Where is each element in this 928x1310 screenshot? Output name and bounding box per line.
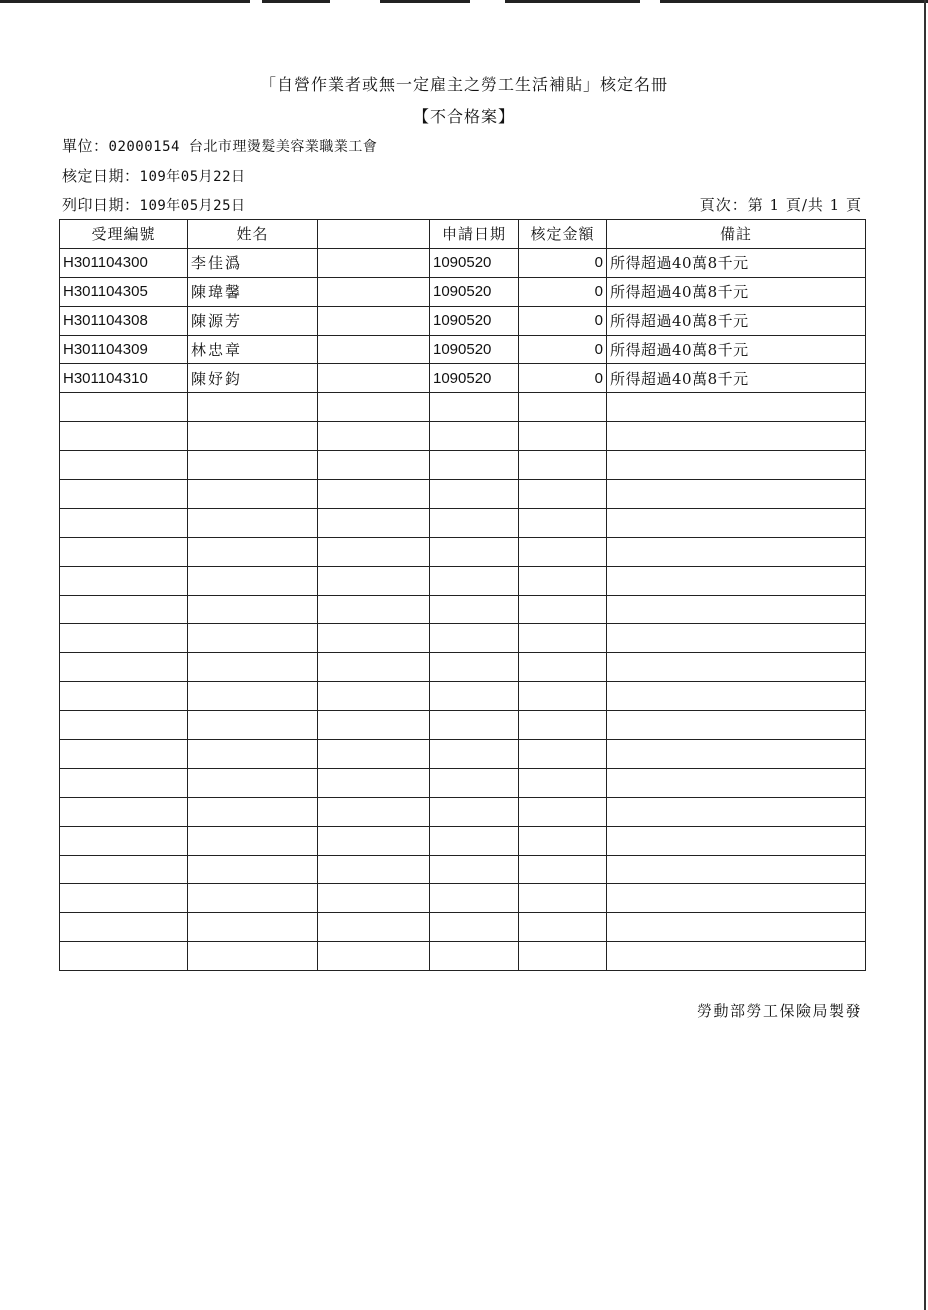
empty-row-date [430, 711, 519, 740]
header-id: 受理編號 [60, 220, 188, 249]
empty-row-note [607, 768, 866, 797]
empty-row-date [430, 480, 519, 509]
row-blank [318, 306, 430, 335]
unit-label: 單位： [62, 137, 109, 155]
empty-table-row [60, 537, 866, 566]
empty-row-name [188, 913, 318, 942]
empty-row-date [430, 768, 519, 797]
scan-artifact-right-edge [924, 0, 926, 1310]
row-name: 李佳潙 [188, 248, 318, 277]
empty-row-note [607, 711, 866, 740]
empty-row-amount [519, 855, 607, 884]
row-note: 所得超過40萬8千元 [607, 248, 866, 277]
row-blank [318, 248, 430, 277]
empty-row-note [607, 422, 866, 451]
empty-row-blank [318, 537, 430, 566]
row-date: 1090520 [430, 335, 519, 364]
row-id: H301104309 [60, 335, 188, 364]
empty-row-id [60, 480, 188, 509]
empty-row-id [60, 855, 188, 884]
empty-table-row [60, 393, 866, 422]
empty-row-amount [519, 653, 607, 682]
row-blank [318, 277, 430, 306]
empty-row-note [607, 566, 866, 595]
empty-table-row [60, 913, 866, 942]
row-date: 1090520 [430, 248, 519, 277]
empty-row-amount [519, 537, 607, 566]
row-id: H301104305 [60, 277, 188, 306]
row-id: H301104300 [60, 248, 188, 277]
empty-row-blank [318, 451, 430, 480]
empty-table-row [60, 624, 866, 653]
empty-row-amount [519, 422, 607, 451]
empty-table-row [60, 942, 866, 971]
empty-row-date [430, 740, 519, 769]
empty-row-id [60, 537, 188, 566]
empty-row-name [188, 595, 318, 624]
empty-row-id [60, 595, 188, 624]
empty-table-row [60, 566, 866, 595]
row-amount: 0 [519, 248, 607, 277]
empty-table-row [60, 740, 866, 769]
empty-row-note [607, 884, 866, 913]
table-row [60, 248, 866, 277]
document-title: 「自營作業者或無一定雇主之勞工生活補貼」核定名冊 [259, 75, 668, 94]
empty-row-note [607, 480, 866, 509]
print-date-label: 列印日期： [62, 196, 140, 214]
unit-line [62, 135, 377, 156]
row-date: 1090520 [430, 364, 519, 393]
header-name: 姓名 [188, 220, 318, 249]
empty-row-id [60, 653, 188, 682]
empty-row-id [60, 826, 188, 855]
empty-row-blank [318, 913, 430, 942]
empty-table-row [60, 653, 866, 682]
empty-row-id [60, 884, 188, 913]
empty-row-date [430, 566, 519, 595]
row-note: 所得超過40萬8千元 [607, 364, 866, 393]
empty-table-row [60, 884, 866, 913]
roster-table [59, 219, 866, 971]
empty-row-name [188, 826, 318, 855]
print-date-value: 109年05月25日 [139, 198, 246, 214]
empty-row-amount [519, 508, 607, 537]
empty-row-date [430, 422, 519, 451]
empty-row-blank [318, 711, 430, 740]
empty-row-blank [318, 653, 430, 682]
empty-row-note [607, 653, 866, 682]
empty-row-name [188, 480, 318, 509]
row-amount: 0 [519, 277, 607, 306]
empty-row-amount [519, 451, 607, 480]
empty-row-note [607, 451, 866, 480]
empty-row-amount [519, 393, 607, 422]
page-info: 頁次：第 1 頁/共 1 頁 [699, 196, 862, 214]
empty-row-blank [318, 826, 430, 855]
empty-row-amount [519, 740, 607, 769]
empty-row-note [607, 682, 866, 711]
row-name: 林忠章 [188, 335, 318, 364]
empty-row-amount [519, 595, 607, 624]
row-note: 所得超過40萬8千元 [607, 306, 866, 335]
row-id: H301104310 [60, 364, 188, 393]
empty-row-date [430, 624, 519, 653]
empty-row-name [188, 393, 318, 422]
empty-row-blank [318, 682, 430, 711]
empty-row-name [188, 682, 318, 711]
scan-artifact-top-edge [0, 0, 928, 3]
empty-row-date [430, 595, 519, 624]
empty-row-date [430, 942, 519, 971]
empty-row-date [430, 682, 519, 711]
empty-table-row [60, 855, 866, 884]
empty-table-row [60, 797, 866, 826]
empty-row-blank [318, 884, 430, 913]
empty-row-blank [318, 422, 430, 451]
empty-table-row [60, 595, 866, 624]
row-name: 陳瑋馨 [188, 277, 318, 306]
empty-table-row [60, 711, 866, 740]
empty-row-blank [318, 768, 430, 797]
empty-row-note [607, 740, 866, 769]
empty-table-row [60, 451, 866, 480]
empty-row-name [188, 451, 318, 480]
row-blank [318, 364, 430, 393]
empty-row-amount [519, 480, 607, 509]
unit-value: 02000154 台北市理燙髮美容業職業工會 [108, 139, 378, 155]
empty-table-row [60, 480, 866, 509]
approve-date-label: 核定日期： [62, 167, 140, 185]
empty-row-amount [519, 913, 607, 942]
empty-row-blank [318, 624, 430, 653]
roster-body [60, 248, 866, 970]
print-date-line [62, 194, 246, 215]
empty-row-amount [519, 711, 607, 740]
empty-row-date [430, 826, 519, 855]
row-name: 陳妤鈞 [188, 364, 318, 393]
empty-row-note [607, 913, 866, 942]
empty-row-name [188, 537, 318, 566]
issuer-footer: 勞動部勞工保險局製發 [696, 1002, 862, 1020]
header-amount: 核定金額 [519, 220, 607, 249]
empty-row-note [607, 797, 866, 826]
empty-row-id [60, 797, 188, 826]
empty-table-row [60, 422, 866, 451]
empty-row-name [188, 422, 318, 451]
header-blank [318, 220, 430, 249]
row-name: 陳源芳 [188, 306, 318, 335]
document-subtitle: 【不合格案】 [412, 107, 515, 126]
empty-row-date [430, 653, 519, 682]
empty-row-name [188, 740, 318, 769]
empty-row-name [188, 884, 318, 913]
empty-row-name [188, 653, 318, 682]
row-amount: 0 [519, 335, 607, 364]
empty-row-amount [519, 768, 607, 797]
empty-row-date [430, 537, 519, 566]
empty-row-note [607, 393, 866, 422]
empty-row-id [60, 566, 188, 595]
empty-row-note [607, 942, 866, 971]
empty-row-id [60, 508, 188, 537]
empty-row-blank [318, 942, 430, 971]
empty-row-note [607, 595, 866, 624]
empty-row-note [607, 537, 866, 566]
empty-row-id [60, 451, 188, 480]
row-id: H301104308 [60, 306, 188, 335]
empty-row-id [60, 711, 188, 740]
row-note: 所得超過40萬8千元 [607, 335, 866, 364]
empty-row-blank [318, 797, 430, 826]
row-date: 1090520 [430, 306, 519, 335]
empty-row-amount [519, 826, 607, 855]
empty-row-id [60, 624, 188, 653]
approve-date-value: 109年05月22日 [139, 169, 246, 185]
empty-row-id [60, 740, 188, 769]
empty-row-date [430, 393, 519, 422]
empty-row-blank [318, 855, 430, 884]
empty-row-amount [519, 682, 607, 711]
empty-row-date [430, 855, 519, 884]
empty-row-name [188, 768, 318, 797]
empty-row-name [188, 624, 318, 653]
empty-row-blank [318, 566, 430, 595]
empty-row-name [188, 508, 318, 537]
empty-table-row [60, 682, 866, 711]
row-note: 所得超過40萬8千元 [607, 277, 866, 306]
empty-row-id [60, 913, 188, 942]
empty-row-id [60, 422, 188, 451]
empty-table-row [60, 768, 866, 797]
header-date: 申請日期 [430, 220, 519, 249]
empty-row-blank [318, 595, 430, 624]
empty-row-date [430, 913, 519, 942]
empty-row-date [430, 884, 519, 913]
empty-row-name [188, 711, 318, 740]
table-row [60, 364, 866, 393]
row-amount: 0 [519, 306, 607, 335]
empty-row-date [430, 451, 519, 480]
empty-row-name [188, 566, 318, 595]
empty-row-name [188, 942, 318, 971]
empty-row-blank [318, 508, 430, 537]
empty-table-row [60, 508, 866, 537]
empty-row-blank [318, 393, 430, 422]
table-row [60, 277, 866, 306]
empty-row-note [607, 624, 866, 653]
empty-row-blank [318, 480, 430, 509]
empty-row-blank [318, 740, 430, 769]
row-blank [318, 335, 430, 364]
row-amount: 0 [519, 364, 607, 393]
empty-table-row [60, 826, 866, 855]
empty-row-id [60, 942, 188, 971]
empty-row-name [188, 855, 318, 884]
empty-row-amount [519, 797, 607, 826]
empty-row-amount [519, 566, 607, 595]
empty-row-amount [519, 884, 607, 913]
empty-row-id [60, 768, 188, 797]
approve-date-line [62, 165, 246, 186]
empty-row-id [60, 393, 188, 422]
empty-row-date [430, 508, 519, 537]
row-date: 1090520 [430, 277, 519, 306]
empty-row-name [188, 797, 318, 826]
table-header-row [60, 220, 866, 249]
table-row [60, 335, 866, 364]
empty-row-note [607, 855, 866, 884]
header-note: 備註 [607, 220, 866, 249]
table-row [60, 306, 866, 335]
empty-row-date [430, 797, 519, 826]
empty-row-note [607, 508, 866, 537]
empty-row-id [60, 682, 188, 711]
empty-row-amount [519, 624, 607, 653]
empty-row-amount [519, 942, 607, 971]
empty-row-note [607, 826, 866, 855]
